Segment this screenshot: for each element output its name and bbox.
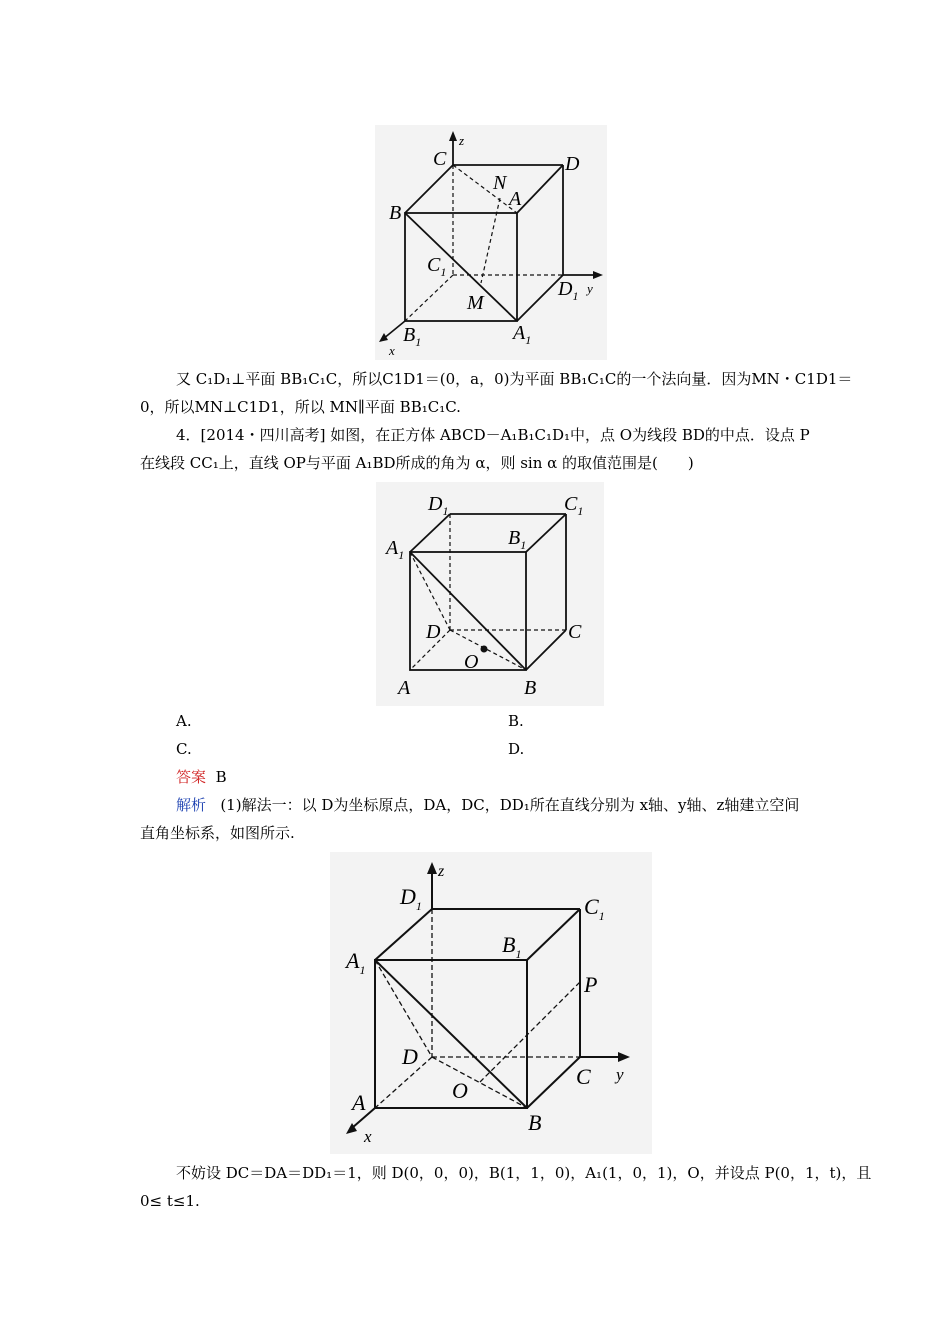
analysis-label: 解析 xyxy=(176,796,207,814)
option-C: C. xyxy=(176,740,192,758)
z-axis-label: z xyxy=(459,133,465,148)
figure-cube-3 xyxy=(330,852,652,1154)
vertex-C: C xyxy=(568,621,582,643)
vertex-C: C xyxy=(576,1064,591,1089)
vertex-B1: $B_1$ xyxy=(502,932,522,961)
vertex-D1: $D_1$ xyxy=(400,884,422,913)
vertex-D: D xyxy=(402,1044,418,1069)
vertex-B1: $B_1$ xyxy=(508,527,527,552)
vertex-B: B xyxy=(389,202,402,224)
vertex-B1: $B_1$ xyxy=(403,324,422,349)
para1-line2: 0，所以MN⊥C1D1，所以 MN∥平面 BB₁C₁C. xyxy=(140,398,461,416)
vertex-C1: $C_1$ xyxy=(427,254,447,279)
option-D: D. xyxy=(508,740,525,758)
vertex-D: D xyxy=(565,153,580,175)
para2-line2: 0≤ t≤1. xyxy=(140,1192,200,1210)
vertex-C1: $C_1$ xyxy=(584,894,605,923)
z-axis-label: z xyxy=(438,863,445,880)
option-B: B. xyxy=(508,712,524,730)
vertex-C: C xyxy=(433,148,447,170)
vertex-A: A xyxy=(398,677,411,699)
analysis-line1 xyxy=(176,794,799,816)
y-axis-label: y xyxy=(616,1065,624,1084)
answer-value: B xyxy=(215,768,227,786)
figure-cube-2 xyxy=(376,482,604,706)
point-O-dot xyxy=(481,646,488,653)
vertex-A1: $A_1$ xyxy=(513,322,532,347)
point-N: N xyxy=(493,172,507,194)
answer-label: 答案 xyxy=(176,768,207,786)
cube-2-diagram xyxy=(376,482,604,706)
question4-line2: 在线段 CC₁上，直线 OP与平面 A₁BD所成的角为 α，则 sin α 的取值范围是( ) xyxy=(140,454,694,472)
figure-cube-1 xyxy=(375,125,607,360)
y-axis-label: y xyxy=(587,281,593,296)
point-O: O xyxy=(452,1078,468,1103)
para1-line1: 又 C₁D₁⊥平面 BB₁C₁C，所以C1D1＝(0，a，0)为平面 BB₁C₁C的一个法向量．因为MN・C1D1＝ xyxy=(176,370,853,388)
vertex-C1: $C_1$ xyxy=(564,493,584,518)
x-axis-label: x xyxy=(364,1127,372,1146)
vertex-A1: $A_1$ xyxy=(346,948,366,977)
vertex-A1: $A_1$ xyxy=(386,537,405,562)
question4-line1: 4．[2014・四川高考] 如图，在正方体 ABCD－A₁B₁C₁D₁中，点 O为线段 BD的中点．设点 P xyxy=(176,426,810,444)
cube-1-diagram xyxy=(375,125,607,360)
point-O: O xyxy=(464,651,479,673)
analysis-text1: (1)解法一：以 D为坐标原点，DA，DC，DD₁所在直线分别为 x轴、y轴、z轴建立空间 xyxy=(220,796,800,814)
cube-3-diagram xyxy=(330,852,652,1154)
analysis-line2: 直角坐标系，如图所示. xyxy=(140,824,295,842)
vertex-D1: $D_1$ xyxy=(558,278,579,303)
vertex-A: A xyxy=(509,188,522,210)
para2-line1: 不妨设 DC＝DA＝DD₁＝1，则 D(0，0，0)，B(1，1，0)，A₁(1，0，1)，O，并设点 P(0，1，t)，且 xyxy=(176,1164,872,1182)
option-A: A. xyxy=(176,712,192,730)
vertex-A: A xyxy=(352,1090,366,1115)
vertex-B: B xyxy=(524,677,537,699)
vertex-B: B xyxy=(528,1110,542,1135)
answer-line xyxy=(176,766,227,788)
point-M: M xyxy=(467,292,484,314)
vertex-D1: $D_1$ xyxy=(428,493,449,518)
point-P: P xyxy=(584,972,598,997)
vertex-D: D xyxy=(426,621,441,643)
x-axis-label: x xyxy=(389,343,395,358)
